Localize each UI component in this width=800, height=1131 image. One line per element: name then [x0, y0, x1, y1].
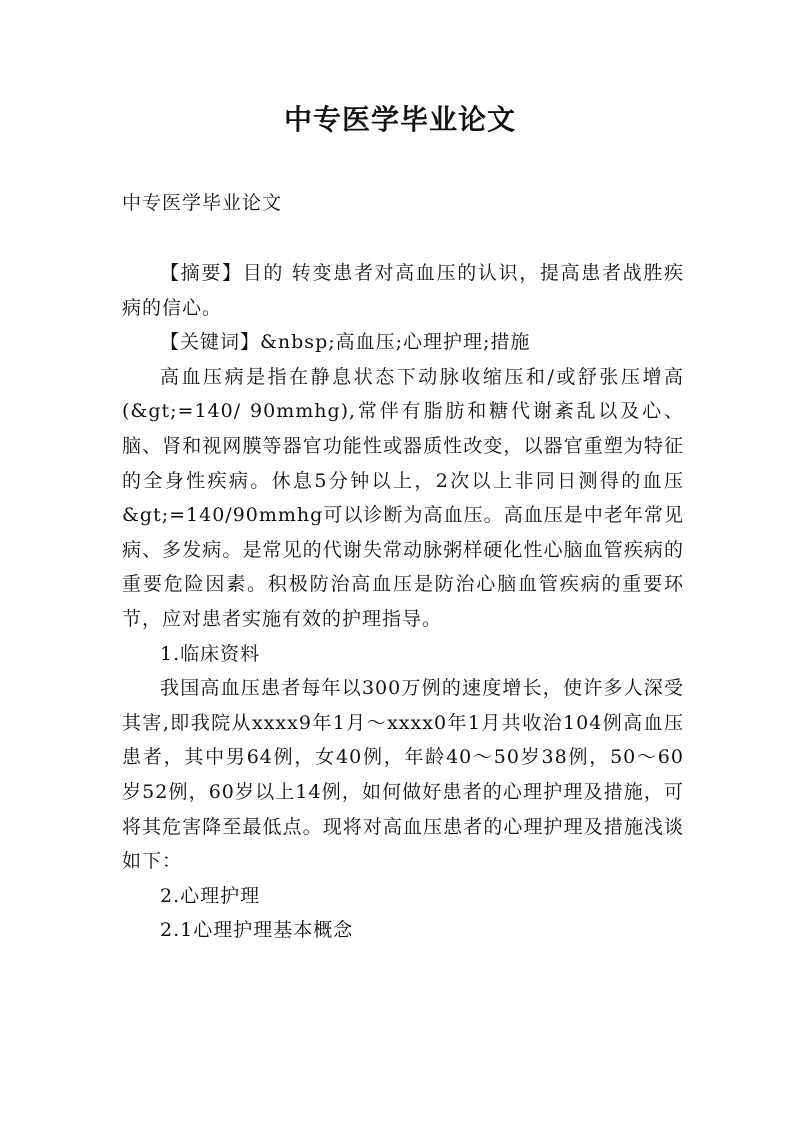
document-body [122, 256, 684, 948]
section-heading: 2.心理护理 [160, 884, 261, 907]
subsection-heading: 2.1心理护理基本概念 [160, 919, 354, 942]
document-subtitle: 中专医学毕业论文 [122, 192, 283, 214]
abstract-paragraph: 【摘要】目的 转变患者对高血压的认识，提高患者战胜疾病的信心。 [122, 262, 684, 319]
section-heading: 1.临床资料 [160, 642, 261, 665]
body-paragraph: 高血压病是指在静息状态下动脉收缩压和/或舒张压增高(&gt;=140/ 90mmhg),常伴有脂肪和糖代谢紊乱以及心、脑、肾和视网膜等器官功能性或器质性改变，以器官重塑为特征的全身性疾病。休息5分钟以上，2次以上非同日测得的血压&gt;=140/90mmhg可以诊断为高血压。高血压是中老年常见病、多发病。是常见的代谢失常动脉粥样硬化性心脑血管疾病的重要危险因素。积极防治高血压是防治心脑血管疾病的重要环节，应对患者实施有效的护理指导。 [122, 365, 684, 630]
keywords-paragraph: 【关键词】&nbsp;高血压;心理护理;措施 [160, 331, 531, 354]
document-title: 中专医学毕业论文 [283, 103, 516, 136]
body-paragraph: 我国高血压患者每年以300万例的速度增长，使许多人深受其害,即我院从xxxx9年1月～xxxx0年1月共收治104例高血压患者，其中男64例，女40例，年龄40～50岁38例，50～60岁52例，60岁以上14例，如何做好患者的心理护理及措施，可将其危害降至最低点。现将对高血压患者的心理护理及措施浅谈如下： [122, 677, 684, 873]
